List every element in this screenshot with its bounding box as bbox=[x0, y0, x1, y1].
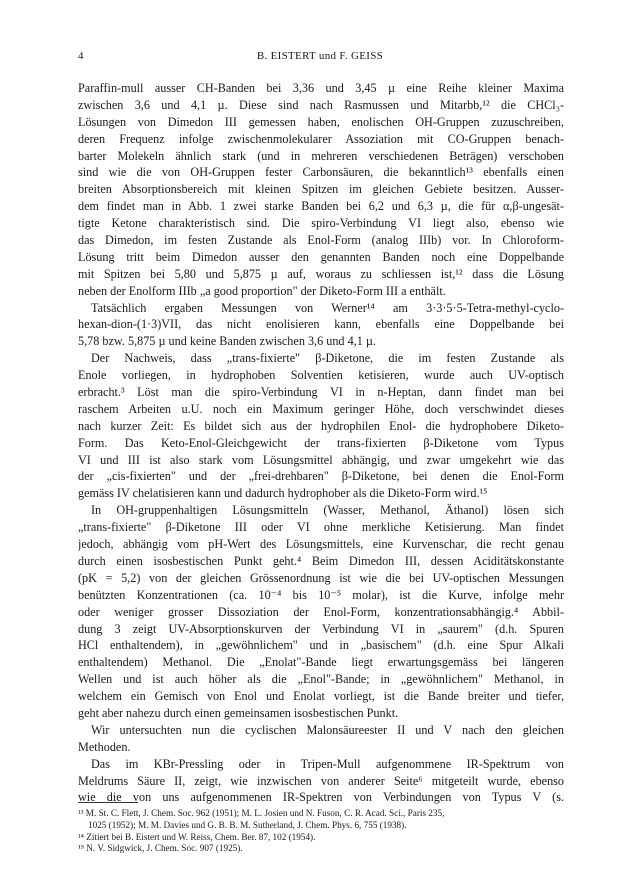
footnote-line: ¹⁴ Zitiert bei B. Eistert und W. Reiss, Chem. Ber. 87, 102 (1954). bbox=[78, 831, 316, 842]
text-line: Methoden. bbox=[78, 739, 131, 754]
text-line: deren Frequenz infolge zwischenmolekularer Assoziation mit CO-Gruppen benach- bbox=[78, 131, 564, 146]
text-line: oder weniger grosser Dissoziation der Enol-Form, konzentrationsabhängig.⁴ Abbil- bbox=[78, 604, 564, 619]
text-line: nach kurzer Zeit: Es bildet sich aus der hydrophilen Enol- die hydrophobere Diketo- bbox=[78, 418, 564, 433]
text-line: HCl enthaltendem), in „gewöhnlichem" und in „basischem" (d.h. eine Spur Alkali bbox=[78, 638, 564, 653]
text-line: Der Nachweis, dass „trans-fixierte" β-Diketone, die im festen Zustande als bbox=[91, 351, 564, 366]
text-line: welchem ein Gemisch von Enol und Enolat vorliegt, ist die Bande breiter und tiefer, bbox=[78, 689, 564, 704]
text-line: tigte Ketone charakteristisch sind. Die spiro-Verbindung VI liegt also, ebenso wie bbox=[78, 216, 564, 231]
text-line: sind wie die von OH-Gruppen fester Carbonsäuren, die bekanntlich¹³ ebenfalls einen bbox=[78, 165, 564, 180]
text-line: dung 3 zeigt UV-Absorptionskurven der Verbindung VI in „saurem" (d.h. Spuren bbox=[78, 621, 564, 636]
text-line: Lösung tritt beim Dimedon ausser den genannten Banden noch eine Doppelbande bbox=[78, 249, 564, 264]
text-line: Paraffin-mull ausser CH-Banden bei 3,36 und 3,45 µ eine Reihe kleiner Maxima bbox=[78, 81, 564, 95]
text-line: hexan-dion-(1·3)VII, das nicht enolisieren kann, ebenfalls eine Doppelbande bei bbox=[78, 317, 564, 332]
text-line: mit Spitzen bei 5,80 und 5,875 µ auf, woraus zu schliessen ist,¹² dass die Lösung bbox=[78, 266, 564, 281]
text-line: breiten Absorptionsbereich mit kleinen Spitzen im gleichen Gebiete besitzen. Ausser- bbox=[78, 182, 564, 197]
footnotes bbox=[78, 808, 564, 855]
text-line: raschem Arbeiten u.U. noch ein Maximum geringer Höhe, doch verschwindet dieses bbox=[78, 401, 564, 416]
text-line: dem findet man in Abb. 1 zwei starke Banden bei 6,2 und 6,3 µ, die für α,β-ungesät- bbox=[78, 199, 564, 214]
page-header bbox=[78, 50, 562, 66]
text-line: Lösungen von Dimedon III gemessen haben, enolischen OH-Gruppen zuzuschreiben, bbox=[78, 114, 564, 129]
running-head: B. EISTERT und F. GEISS bbox=[256, 50, 384, 62]
text-line: „trans-fixierte" β-Diketone III oder VI ohne merkliche Ketisierung. Man findet bbox=[78, 520, 564, 535]
text-line: Meldrums Säure II, zeigt, wie inzwischen von anderer Seite⁶ mitgeteilt wurde, ebenso bbox=[78, 773, 564, 788]
text-line: wie die von uns aufgenommenen IR-Spektren von Verbindungen von Typus V (s. bbox=[78, 790, 564, 805]
text-line: (pK = 5,2) von der gleichen Grössenordnung ist wie die bei UV-optischen Messungen bbox=[78, 570, 564, 585]
footnote-line: ¹³ M. St. C. Flett, J. Chem. Soc. 962 (1951); M. L. Josien und N. Fuson, C. R. Acad. Sci., Paris 235, bbox=[78, 808, 445, 818]
text-line: Das im KBr-Pressling oder in Tripen-Mull aufgenommene IR-Spektrum von bbox=[91, 756, 564, 771]
text-line: neben der Enolform IIIb „a good proportion" der Diketo-Form III a enthält. bbox=[78, 283, 446, 298]
text-line: enthaltendem) Methanol. Die „Enolat"-Bande liegt erwartungsgemäss bei längeren bbox=[78, 655, 564, 670]
text-line: barter Molekeln ähnlich stark (und in mehreren verschiedenen Beträgen) verschoben bbox=[78, 148, 564, 163]
text-line: Tatsächlich ergaben Messungen von Werner¹⁴ am 3·3·5·5-Tetra-methyl-cyclo- bbox=[91, 300, 564, 315]
text-line: durch einen isosbestischen Punkt geht.⁴ Beim Dimedon III, dessen Aciditätskonstante bbox=[78, 553, 564, 568]
text-line: gemäss IV chelatisieren kann und dadurch hydrophober als die Diketo-Form wird.¹⁵ bbox=[78, 486, 488, 501]
footnote-line: ¹⁵ N. V. Sidgwick, J. Chem. Soc. 907 (1925). bbox=[78, 843, 243, 854]
text-line: Enole vorliegen, in hydrophoben Solventien ketisieren, wurde auch UV-optisch bbox=[78, 368, 564, 383]
text-line: zwischen 3,6 und 4,1 µ. Diese sind nach Rasmussen und Mitarbb,¹² die CHCl₃- bbox=[78, 97, 564, 112]
footnote-divider bbox=[78, 802, 138, 803]
text-line: Wir untersuchten nun die cyclischen Malonsäureester II und V nach den gleichen bbox=[91, 722, 564, 737]
text-line: das Dimedon, im festen Zustande als Enol-Form (analog IIIb) vor. In Chloroform- bbox=[78, 233, 564, 248]
text-line: Wellen und ist auch höher als die „Enol"-Bande; in „gewöhnlichem" Methanol, in bbox=[78, 672, 564, 687]
text-line: geht aber nahezu durch einen gemeinsamen isosbestischen Punkt. bbox=[78, 705, 399, 720]
text-line: Form. Das Keto-Enol-Gleichgewicht der trans-fixierten β-Diketone vom Typus bbox=[78, 435, 564, 450]
page-number: 4 bbox=[78, 50, 84, 62]
text-line: 5,78 bzw. 5,875 µ und keine Banden zwischen 3,6 und 4,1 µ. bbox=[78, 334, 376, 349]
text-line: VI und III ist also stark vom Lösungsmittel abhängig, und zwar umgekehrt wie das bbox=[78, 452, 564, 467]
text-line: erbracht.³ Löst man die spiro-Verbindung VI in n-Heptan, dann findet man bei bbox=[78, 385, 564, 400]
footnote-line: 1025 (1952); M. M. Davies und G. B. B. M. Sutherland, J. Chem. Phys. 6, 755 (1938). bbox=[88, 819, 407, 830]
text-line: der „cis-fixierten" und der „frei-drehbaren" β-Diketone, bei denen die Enol-Form bbox=[78, 469, 564, 484]
text-line: In OH-gruppenhaltigen Lösungsmitteln (Wasser, Methanol, Äthanol) lösen sich bbox=[91, 503, 564, 518]
text-line: benützten Konzentrationen (ca. 10⁻⁴ bis 10⁻⁵ molar), ist die Kurve, infolge mehr bbox=[78, 587, 564, 602]
text-line: jedoch, abhängig vom pH-Wert des Lösungsmittels, eine Kurvenschar, die recht genau bbox=[78, 537, 564, 552]
body-text bbox=[78, 80, 564, 806]
